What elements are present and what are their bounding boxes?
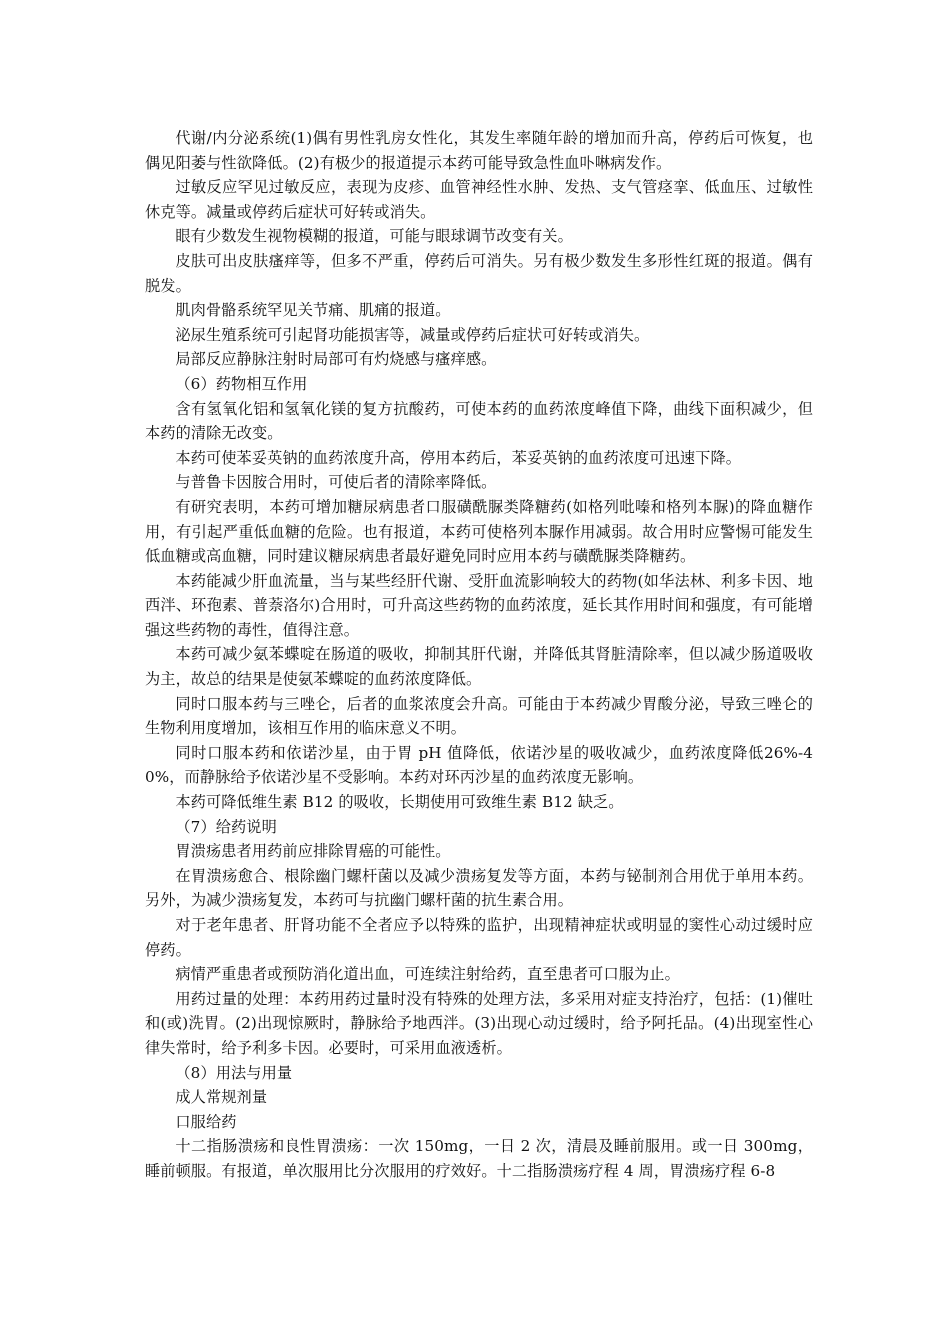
section-heading-dosage: （8）用法与用量 <box>175 1063 293 1082</box>
document-body <box>145 126 813 1184</box>
paragraph-hepatic-flow: 本药能减少肝血流量，当与某些经肝代谢、受肝血流影响较大的药物(如华法林、利多卡因、地西泮、环孢素、普萘洛尔)合用时，可升高这些药物的血药浓度，延长其作用时间和强度，有可能增强这些药物的毒性，值得注意。 <box>145 571 813 639</box>
paragraph-sulfonylurea: 有研究表明，本药可增加糖尿病患者口服磺酰脲类降糖药(如格列吡嗪和格列本脲)的降血糖作用，有引起严重低血糖的危险。也有报道，本药可使格列本脲作用减弱。故合用时应警惕可能发生低血糖或高血糖，同时建议糖尿病患者最好避免同时应用本药与磺酰脲类降糖药。 <box>145 497 813 566</box>
paragraph-triamterene: 本药可减少氨苯蝶啶在肠道的吸收，抑制其肝代谢，并降低其肾脏清除率，但以减少肠道吸收为主，故总的结果是使氨苯蝶啶的血药浓度降低。 <box>145 645 813 689</box>
paragraph-endocrine: 代谢/内分泌系统(1)偶有男性乳房女性化，其发生率随年龄的增加而升高，停药后可恢复，也偶见阳萎与性欲降低。(2)有极少的报道提示本药可能导致急性血卟啉病发作。 <box>145 129 813 172</box>
paragraph-eye: 眼有少数发生视物模糊的报道，可能与眼球调节改变有关。 <box>175 227 573 246</box>
section-heading-interactions: （6）药物相互作用 <box>175 374 308 393</box>
paragraph-antacid: 含有氢氧化铝和氢氧化镁的复方抗酸药，可使本药的血药浓度峰值下降，曲线下面积减少，但本药的清除无改变。 <box>145 399 813 443</box>
paragraph-bismuth: 在胃溃疡愈合、根除幽门螺杆菌以及减少溃疡复发等方面，本药与铋制剂合用优于单用本药。另外，为减少溃疡复发，本药可与抗幽门螺杆菌的抗生素合用。 <box>145 866 813 910</box>
paragraph-skin: 皮肤可出皮肤瘙痒等，但多不严重，停药后可消失。另有极少数发生多形性红斑的报道。偶有脱发。 <box>145 251 813 295</box>
paragraph-enoxacin: 同时口服本药和依诺沙星，由于胃 pH 值降低，依诺沙星的吸收减少，血药浓度降低26%-40%，而静脉给予依诺沙星不受影响。本药对环丙沙星的血药浓度无影响。 <box>145 743 813 787</box>
paragraph-adult-dose: 成人常规剂量 <box>175 1088 268 1107</box>
paragraph-overdose: 用药过量的处理：本药用药过量时没有特殊的处理方法，多采用对症支持治疗，包括：(1)催吐和(或)洗胃。(2)出现惊厥时，静脉给予地西泮。(3)出现心动过缓时，给予阿托品。(4)出现室性心律失常时，给予利多卡因。必要时，可采用血液透析。 <box>145 989 813 1057</box>
paragraph-elderly: 对于老年患者、肝肾功能不全者应予以特殊的监护，出现精神症状或明显的窦性心动过缓时应停药。 <box>145 916 813 959</box>
paragraph-phenytoin: 本药可使苯妥英钠的血药浓度升高，停用本药后，苯妥英钠的血药浓度可迅速下降。 <box>175 448 742 467</box>
paragraph-triazolam: 同时口服本药与三唑仑，后者的血浆浓度会升高。可能由于本药减少胃酸分泌，导致三唑仑的生物利用度增加，该相互作用的临床意义不明。 <box>145 694 813 738</box>
paragraph-local-reaction: 局部反应静脉注射时局部可有灼烧感与瘙痒感。 <box>175 350 497 369</box>
paragraph-urogenital: 泌尿生殖系统可引起肾功能损害等，减量或停药后症状可好转或消失。 <box>175 325 650 344</box>
paragraph-musculoskeletal: 肌肉骨骼系统罕见关节痛、肌痛的报道。 <box>175 301 451 320</box>
paragraph-severe-cases: 病情严重患者或预防消化道出血，可连续注射给药，直至患者可口服为止。 <box>175 965 680 984</box>
paragraph-procainamide: 与普鲁卡因胺合用时，可使后者的清除率降低。 <box>175 473 497 492</box>
paragraph-ulcer-dose: 十二指肠溃疡和良性胃溃疡：一次 150mg，一日 2 次，清晨及睡前服用。或一日 300mg，睡前顿服。有报道，单次服用比分次服用的疗效好。十二指肠溃疡疗程 4 周，胃溃疡疗程 6-8 <box>145 1137 813 1180</box>
paragraph-gastric-cancer: 胃溃疡患者用药前应排除胃癌的可能性。 <box>175 842 451 861</box>
paragraph-oral: 口服给药 <box>175 1112 237 1131</box>
paragraph-allergy: 过敏反应罕见过敏反应，表现为皮疹、血管神经性水肿、发热、支气管痉挛、低血压、过敏性休克等。减量或停药后症状可好转或消失。 <box>145 178 813 221</box>
section-heading-administration: （7）给药说明 <box>175 817 277 836</box>
paragraph-vitamin-b12: 本药可降低维生素 B12 的吸收，长期使用可致维生素 B12 缺乏。 <box>175 793 624 812</box>
